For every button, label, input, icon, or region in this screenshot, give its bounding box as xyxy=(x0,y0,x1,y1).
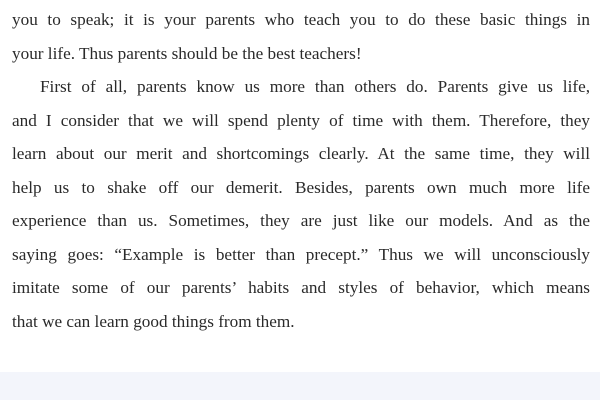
paragraph-1 xyxy=(12,3,590,70)
text-line: experience than us. Sometimes, they are just like our models. And as the xyxy=(12,211,590,230)
text-line: help us to shake off our demerit. Besides, parents own much more life xyxy=(12,177,590,197)
bottom-strip xyxy=(0,372,600,400)
text-line: First of all, parents know us more than others do. Parents give us life, xyxy=(40,77,590,96)
text-line: that we can learn good things from them. xyxy=(12,311,295,331)
text-line: imitate some of our parents’ habits and styles of behavior, which means xyxy=(12,278,590,297)
paragraph-2 xyxy=(12,70,590,338)
text-line: and I consider that we will spend plenty of time with them. Therefore, they xyxy=(12,110,590,130)
text-line: learn about our merit and shortcomings clearly. At the same time, they will xyxy=(12,144,590,163)
text-line: you to speak; it is your parents who teach you to do these basic things in xyxy=(12,10,590,29)
text-line: your life. Thus parents should be the best teachers! xyxy=(12,43,362,63)
text-line: saying goes: “Example is better than precept.” Thus we will unconsciously xyxy=(12,244,590,264)
